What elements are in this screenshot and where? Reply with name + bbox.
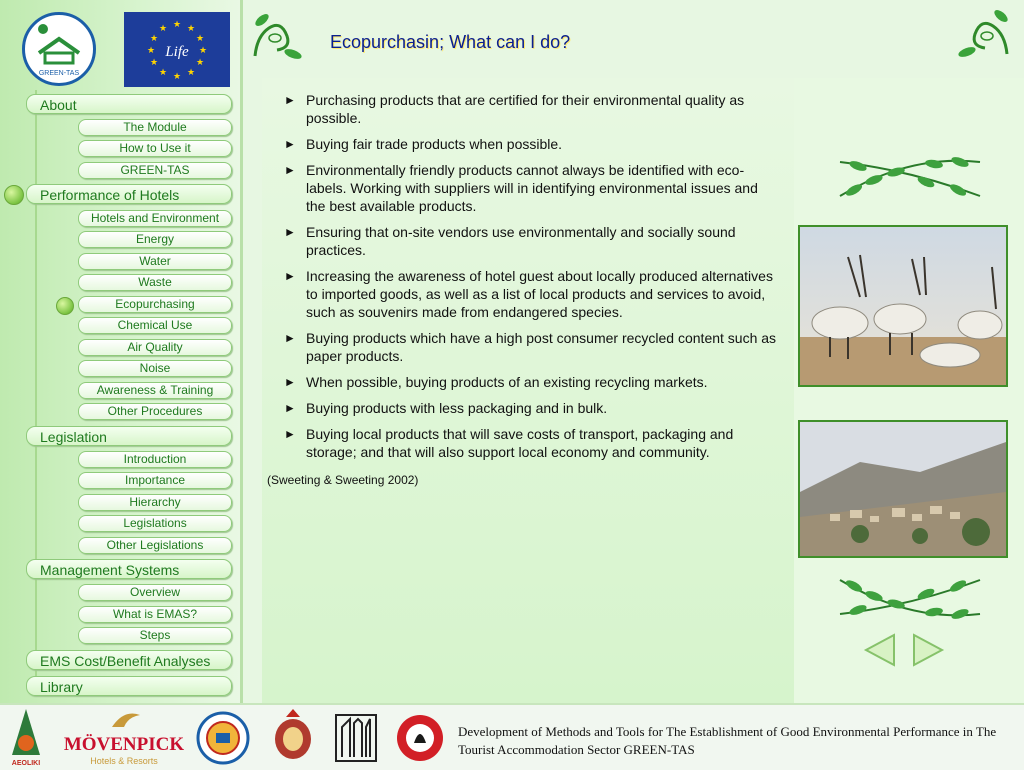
header-ornament-left-icon: [247, 6, 307, 64]
svg-text:★: ★: [195, 34, 205, 44]
citation: (Sweeting & Sweeting 2002): [267, 473, 419, 487]
movenpick-logo: [62, 707, 186, 767]
nav-introduction[interactable]: Introduction: [78, 451, 232, 468]
ecopurchasing-list: [284, 91, 779, 469]
jordan-coat-of-arms-icon: [270, 707, 316, 765]
nav-hotels-and-environment[interactable]: Hotels and Environment: [78, 210, 232, 227]
ministry-logo-icon: [334, 713, 378, 763]
eu-logo-label: Life: [165, 44, 189, 60]
nav-energy[interactable]: Energy: [78, 231, 232, 248]
nav-how-to-use[interactable]: How to Use it: [78, 140, 232, 157]
nav-air-quality[interactable]: Air Quality: [78, 339, 232, 356]
nav-importance[interactable]: Importance: [78, 472, 232, 489]
greentas-logo: [22, 12, 96, 86]
village-photo: [798, 420, 1008, 558]
svg-text:★: ★: [146, 46, 156, 56]
list-item: ► Ensuring that on-site vendors use environmentally and socially sound practices.: [284, 223, 779, 259]
greentas-logo-label: GREEN-TAS: [38, 70, 80, 77]
list-item: ► Buying fair trade products when possible.: [284, 135, 779, 153]
logo-area: [0, 0, 240, 92]
nav-what-is-emas[interactable]: What is EMAS?: [78, 606, 232, 623]
nav-library[interactable]: Library: [26, 676, 232, 696]
page-title: Ecopurchasin; What can I do?: [330, 32, 571, 52]
nav-overview[interactable]: Overview: [78, 584, 232, 601]
list-item: ► Buying products which have a high post consumer recycled content such as paper products.: [284, 329, 779, 365]
nav-awareness-training[interactable]: Awareness & Training: [78, 382, 232, 399]
nav-other-legislations[interactable]: Other Legislations: [78, 537, 232, 554]
nav-waste[interactable]: Waste: [78, 274, 232, 291]
list-item: ► Increasing the awareness of hotel guest about locally produced alternatives to imported goods, as well as a list of local products and services to avoid, such as souvenirs made from endangered species.: [284, 267, 779, 321]
nav-steps[interactable]: Steps: [78, 627, 232, 644]
active-section-indicator: [4, 185, 24, 205]
nav-legislations[interactable]: Legislations: [78, 515, 232, 532]
svg-text:★: ★: [149, 34, 159, 44]
nav-other-procedures[interactable]: Other Procedures: [78, 403, 232, 420]
next-arrow-icon[interactable]: [910, 632, 946, 668]
footer: [0, 703, 1024, 770]
nav-ems-cost-benefit[interactable]: EMS Cost/Benefit Analyses: [26, 650, 232, 670]
nav-performance-of-hotels[interactable]: Performance of Hotels: [26, 184, 232, 204]
list-item: ► Purchasing products that are certified for their environmental quality as possible.: [284, 91, 779, 127]
svg-text:★: ★: [172, 20, 182, 30]
list-item: ► When possible, buying products of an existing recycling markets.: [284, 373, 779, 391]
nav-about[interactable]: About: [26, 94, 232, 114]
svg-text:★: ★: [158, 24, 168, 34]
sidebar-tree-line: [35, 90, 37, 690]
nav-hierarchy[interactable]: Hierarchy: [78, 494, 232, 511]
nav-greentas[interactable]: GREEN-TAS: [78, 162, 232, 179]
svg-text:★: ★: [195, 58, 205, 68]
active-page-indicator: [56, 297, 74, 315]
header-ornament-right-icon: [955, 4, 1017, 64]
list-item: ► Buying local products that will save costs of transport, packaging and storage; and that will also support local economy and community.: [284, 425, 779, 461]
nav-chemical-use[interactable]: Chemical Use: [78, 317, 232, 334]
list-item: ► Environmentally friendly products cannot always be identified with eco-labels. Working with suppliers will in identifying environmental issues and the best available products.: [284, 161, 779, 215]
svg-text:★: ★: [158, 68, 168, 78]
list-item: ► Buying products with less packaging and in bulk.: [284, 399, 779, 417]
aeoliki-label: AEOLIKI: [11, 760, 41, 767]
nav-ecopurchasing[interactable]: Ecopurchasing: [78, 296, 232, 313]
svg-text:★: ★: [172, 72, 182, 82]
olive-branch-bottom-icon: [834, 568, 986, 626]
university-seal-icon: [196, 711, 250, 765]
movenpick-bird-icon: [62, 707, 186, 731]
svg-text:★: ★: [186, 24, 196, 34]
movenpick-sublabel: Hotels & Resorts: [90, 756, 158, 766]
nav-noise[interactable]: Noise: [78, 360, 232, 377]
nav-the-module[interactable]: The Module: [78, 119, 232, 136]
nav-water[interactable]: Water: [78, 253, 232, 270]
svg-text:★: ★: [198, 46, 208, 56]
aeoliki-logo: [6, 707, 46, 767]
sidebar: [0, 0, 243, 703]
svg-text:★: ★: [186, 68, 196, 78]
eu-life-logo: [124, 12, 230, 87]
footer-project-text: Development of Methods and Tools for The Establishment of Good Environmental Performance in The Tourist Accommodation Sector GREEN-TAS: [458, 724, 997, 757]
previous-arrow-icon[interactable]: [862, 632, 898, 668]
movenpick-label: MÖVENPICK: [63, 734, 185, 755]
olive-branch-top-icon: [834, 150, 986, 208]
red-emblem-icon: [396, 711, 444, 765]
nav-management-systems[interactable]: Management Systems: [26, 559, 232, 579]
svg-text:★: ★: [149, 58, 159, 68]
oryx-photo: [798, 225, 1008, 387]
nav-legislation[interactable]: Legislation: [26, 426, 232, 446]
